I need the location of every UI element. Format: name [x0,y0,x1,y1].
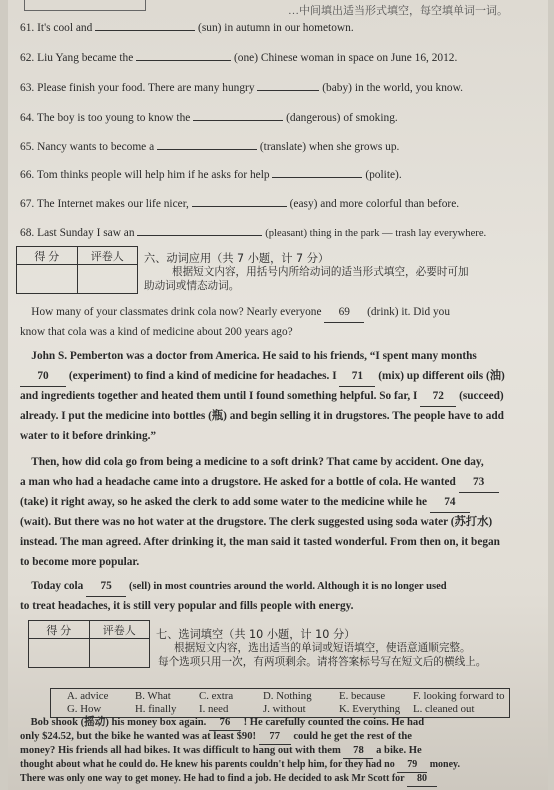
blank-79[interactable]: 79 [397,758,427,773]
passage-line: John S. Pemberton was a doctor from America. He said to his friends, “I spent many months [31,350,477,362]
answer-blank[interactable] [272,167,362,178]
option-h: H. finally [135,703,177,715]
passage-line: Today cola 75 (sell) in most countries around the world. Although it is no longer used [20,576,447,597]
option-i: I. need [199,703,229,715]
blank-78[interactable]: 78 [343,744,373,759]
passage-line: instead. The man agreed. After drinking it, the man said it tasted wonderful. From then on, it began [20,536,500,548]
answer-blank[interactable] [157,139,257,150]
section-7-instruction: 根据短文内容，选出适当的单词或短语填空，使语意通顺完整。 [174,642,471,654]
passage-line: know that cola was a kind of medicine about 200 years ago? [20,326,293,338]
grader-label: 评卷人 [77,247,138,265]
section-7-instruction-2: 每个选项只用一次，有两项剩余。请将答案标号写在短文后的横线上。 [158,656,487,668]
question-63: 63. Please finish your food. There are many hungry (baby) in the world, you know. [20,82,463,94]
page-top-border [24,0,146,11]
option-l: L. cleaned out [413,703,475,715]
option-b: B. What [135,690,171,702]
option-j: J. without [263,703,306,715]
passage-line: money? His friends all had bikes. It was difficult to hang out with them 78 a bike. He [20,744,422,759]
blank-76[interactable]: 76 [209,716,241,731]
option-d: D. Nothing [263,690,312,702]
passage-line: and ingredients together and heated them until I found something helpful. So far, I 72 (succeed) [20,386,504,407]
blank-80[interactable]: 80 [407,772,437,787]
blank-72[interactable]: 72 [420,386,456,407]
blank-70[interactable]: 70 [20,366,66,387]
passage-line: water to it before drinking.” [20,430,157,442]
question-66: 66. Tom thinks people will help him if he asks for help (polite). [20,169,402,181]
option-a: A. advice [67,690,109,702]
score-label: 得 分 [29,621,90,639]
passage-line: (take) it right away, so he asked the clerk to add some water to the medicine while he 74 [20,492,470,513]
passage-line: to become more popular. [20,556,140,568]
passage-line: only $24.52, but the bike he wanted was at least $90! 77 could he get the rest of the [20,730,412,745]
score-label: 得 分 [17,247,78,265]
section-6-instruction: 根据短文内容，用括号内所给动词的适当形式填空，必要时可加 [172,266,469,278]
option-f: F. looking forward to [413,690,505,702]
section-6-instruction-2: 助动词或情态动词。 [144,280,240,292]
passage-line: How many of your classmates drink cola now? Nearly everyone 69 (drink) it. Did you [20,302,450,323]
score-table-2 [28,620,150,668]
exam-page [8,0,548,790]
section-6-title: 六、动词应用（共 7 小题，计 7 分） [144,252,330,265]
question-68: 68. Last Sunday I saw an (pleasant) thing in the park — trash lay everywhere. [20,227,487,239]
passage-line: Then, how did cola go from being a medicine to a soft drink? That came by accident. One day, [31,456,484,468]
section-header-note: …中间填出适当形式填空，每空填单词一词。 [288,5,508,17]
grader-label: 评卷人 [89,621,150,639]
answer-blank[interactable] [136,50,231,61]
answer-blank[interactable] [257,80,319,91]
grader-cell[interactable] [77,265,138,294]
answer-blank[interactable] [137,225,262,236]
option-c: C. extra [199,690,234,702]
question-65: 65. Nancy wants to become a (translate) when she grows up. [20,141,400,153]
score-cell[interactable] [29,639,90,668]
answer-blank[interactable] [192,196,287,207]
option-g: G. How [67,703,102,715]
question-67: 67. The Internet makes our life nicer, (easy) and more colorful than before. [20,198,460,210]
grader-cell[interactable] [89,639,150,668]
passage-line: There was only one way to get money. He had to find a job. He decided to ask Mr Scott for 80 [20,772,437,787]
blank-75[interactable]: 75 [86,576,126,597]
blank-77[interactable]: 77 [259,730,291,745]
passage-line: thought about what he could do. He knew his parents couldn't help him, for they had no 79 money. [20,758,460,773]
option-k: K. Everything [339,703,401,715]
score-cell[interactable] [17,265,78,294]
blank-74[interactable]: 74 [430,492,470,513]
blank-69[interactable]: 69 [324,302,364,323]
question-64: 64. The boy is too young to know the (dangerous) of smoking. [20,112,398,124]
score-table [16,246,138,294]
blank-73[interactable]: 73 [459,472,499,493]
answer-blank[interactable] [95,20,195,31]
answer-blank[interactable] [193,110,283,121]
passage-line: (wait). But there was no hot water at the drugstore. The clerk suggested using soda water (苏打水) [20,516,493,528]
passage-line: a man who had a headache came into a drugstore. He asked for a bottle of cola. He wanted 73 [20,472,499,493]
blank-71[interactable]: 71 [339,366,375,387]
option-e: E. because [339,690,386,702]
question-61: 61. It's cool and (sun) in autumn in our hometown. [20,22,354,34]
passage-line: to treat headaches, it is still very popular and fills people with energy. [20,600,354,612]
passage-line: 70 (experiment) to find a kind of medicine for headaches. I 71 (mix) up different oils (油) [20,366,505,387]
passage-line: Bob shook (摇动) his money box again. 76 ! He carefully counted the coins. He had [20,716,424,731]
section-7-title: 七、选词填空（共 10 小题，计 10 分） [156,628,356,641]
passage-line: already. I put the medicine into bottles (瓶) and begin selling it in drugstores. The people have to add [20,410,504,422]
word-options-box [50,688,510,718]
question-62: 62. Liu Yang became the (one) Chinese woman in space on June 16, 2012. [20,52,458,64]
